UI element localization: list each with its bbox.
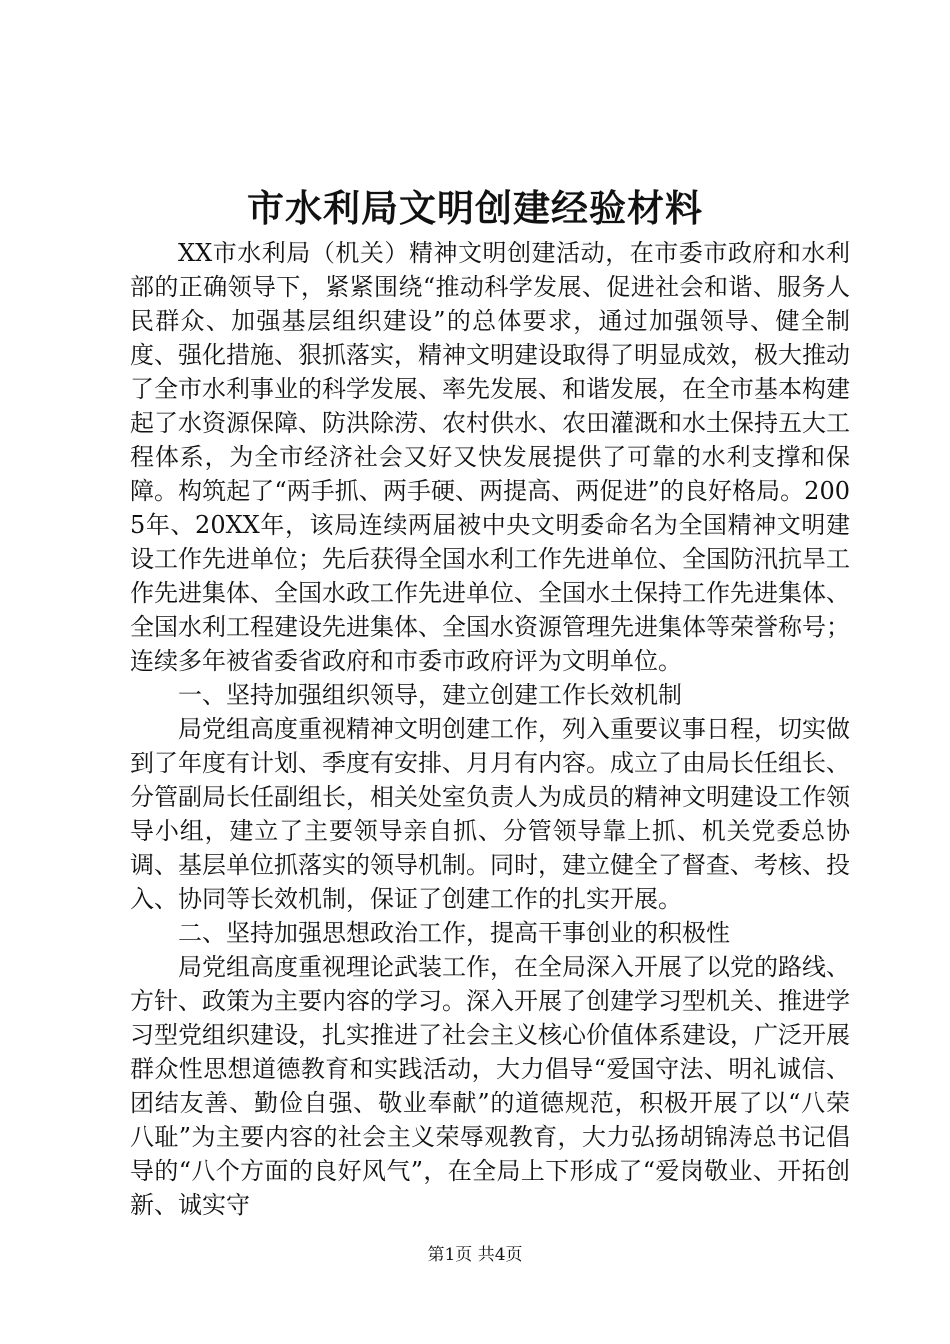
section-heading-2: 二、坚持加强思想政治工作，提高干事创业的积极性 [178,919,730,947]
paragraph-section-2: 局党组高度重视理论武装工作，在全局深入开展了以党的路线、方针、政策为主要内容的学习。深入开展了创建学习型机关、推进学习型党组织建设，扎实推进了社会主义核心价值体系建设，广泛开展群众性思想道德教育和实践活动，大力倡导“爱国守法、明礼诚信、团结友善、勤俭自强、敬业奉献”的道德规范，积极开展了以“八荣八耻”为主要内容的社会主义荣辱观教育，大力弘扬胡锦涛总书记倡导的“八个方面的良好风气”，在全局上下形成了“爱岗敬业、开拓创新、诚实守 [130,953,850,1219]
paragraph-section-1: 局党组高度重视精神文明创建工作，列入重要议事日程，切实做到了年度有计划、季度有安排、月月有内容。成立了由局长任组长、分管副局长任副组长，相关处室负责人为成员的精神文明建设工作领导小组，建立了主要领导亲自抓、分管领导靠上抓、机关党委总协调、基层单位抓落实的领导机制。同时，建立健全了督查、考核、投入、协同等长效机制，保证了创建工作的扎实开展。 [130,715,850,913]
page-footer: 第1页 共4页 [427,1245,523,1265]
paragraph-intro: XX市水利局（机关）精神文明创建活动，在市委市政府和水利部的正确领导下，紧紧围绕“推动科学发展、促进社会和谐、服务人民群众、加强基层组织建设”的总体要求，通过加强领导、健全制度、强化措施、狠抓落实，精神文明建设取得了明显成效，极大推动了全市水利事业的科学发展、率先发展、和谐发展，在全市基本构建起了水资源保障、防洪除涝、农村供水、农田灌溉和水土保持五大工程体系，为全市经济社会又好又快发展提供了可靠的水利支撑和保障。构筑起了“两手抓、两手硬、两提高、两促进”的良好格局。2005年、20XX年，该局连续两届被中央文明委命名为全国精神文明建设工作先进单位；先后获得全国水利工作先进单位、全国防汛抗旱工作先进集体、全国水政工作先进单位、全国水土保持工作先进集体、全国水利工程建设先进集体、全国水资源管理先进集体等荣誉称号；连续多年被省委省政府和市委市政府评为文明单位。 [130,239,850,675]
document-body [130,236,850,1222]
document-title: 市水利局文明创建经验材料 [247,186,703,230]
section-heading-1: 一、坚持加强组织领导，建立创建工作长效机制 [178,681,682,709]
